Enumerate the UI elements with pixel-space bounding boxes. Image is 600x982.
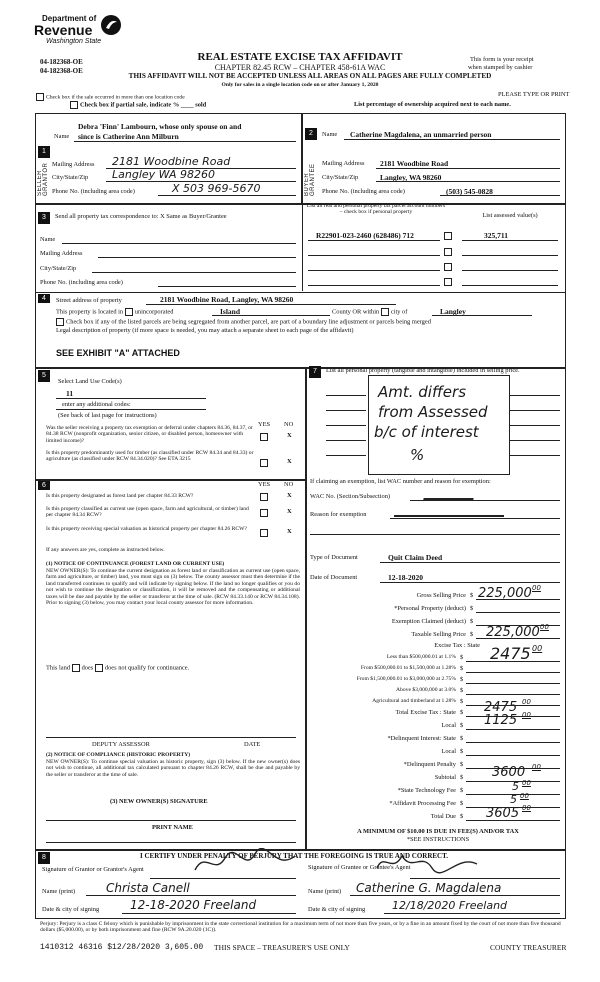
unincorporated-checkbox[interactable] [125, 308, 133, 316]
tech-dollar: $ [460, 787, 464, 794]
type-or-print: PLEASE TYPE OR PRINT [498, 91, 570, 98]
sec5-q1-no-mark[interactable]: X [287, 432, 292, 439]
sec6-q2-no-mark[interactable]: X [287, 508, 292, 515]
buyer-mail-label: Mailing Address [322, 160, 365, 167]
receipt-note-1: This form is your receipt [470, 56, 534, 63]
sec5-q1-yes[interactable] [260, 433, 268, 441]
dor-logo-icon [100, 14, 122, 36]
proc-cents[interactable]: 00 [520, 792, 529, 800]
tier2-dollar: $ [460, 665, 464, 672]
unincorporated-label: unincorporated [134, 308, 174, 316]
handwritten-note-line2: from Assessed [378, 403, 488, 421]
subtotal-dollar: $ [460, 774, 464, 781]
total-state-dollar: $ [460, 709, 464, 716]
wac-label: WAC No. (Section/Subsection) [310, 493, 391, 500]
grantor-signature-label: Signature of Grantor or Grantor's Agent [42, 866, 144, 873]
grantee-date-label: Date & city of signing [308, 906, 366, 913]
list-percentage-note: List percentage of ownership acquired next to each name. [354, 101, 511, 108]
see-back: (See back of last page for instructions) [58, 412, 157, 419]
sec6-q2-yes[interactable] [260, 509, 268, 517]
land-use-code[interactable]: 11 [66, 389, 74, 398]
personal-deduct-label: *Personal Property (deduct) [394, 605, 466, 612]
grantor-name-value[interactable]: Christa Canell [106, 881, 190, 895]
ag-dollar: $ [460, 698, 464, 705]
agency-line2: Revenue [34, 22, 93, 38]
total-cents[interactable]: 00 [522, 804, 531, 812]
exemption-dollar: $ [470, 618, 474, 625]
subtotal-label: Subtotal [434, 774, 456, 781]
seller-city-label: City/State/Zip [52, 174, 89, 181]
buyer-phone-label: Phone No. (including area code) [322, 188, 405, 195]
segregated-line [56, 318, 556, 326]
only-sales-note: Only for sales in a single location code on or after January 1, 2020 [221, 82, 379, 88]
personal-property-checkbox[interactable] [444, 232, 452, 240]
notice-1-heading: (1) NOTICE OF CONTINUANCE (FOREST LAND OR CURRENT USE) [46, 561, 225, 567]
perjury-text: Perjury: Perjury is a class C felony which is punishable by imprisonment in the state correctional institution for a maximum term of not more than five years, or by a fine in an amount fixed by the court of not more than five thousand dollars ($5,000.00), or by both imprisonment and fine (RCW 9A.20.020 (1C)). [40, 921, 561, 934]
taxable-value[interactable]: 225,000 [486, 625, 540, 640]
tier1-dollar: $ [460, 654, 464, 661]
proc-dollar: $ [460, 800, 464, 807]
section-2-number: 2 [305, 128, 317, 140]
personal-property-checkbox[interactable] [444, 248, 452, 256]
sec6-yes-header: YES [258, 481, 271, 488]
penalty-dollar: $ [460, 761, 464, 768]
tier1-cents[interactable]: 00 [532, 644, 543, 653]
county-label: County OR within [332, 308, 380, 316]
grantor-date-label: Date & city of signing [42, 906, 100, 913]
tier2-label: From $500,000.01 to $1,500,000 at 1.28% [360, 665, 456, 671]
location-line [56, 308, 173, 316]
city-value[interactable]: Langley [440, 307, 466, 316]
total-due-label: Total Due [430, 813, 456, 820]
sec5-q2-yes[interactable] [260, 459, 268, 467]
seller-mail-label: Mailing Address [52, 161, 95, 168]
located-label: This property is located in [56, 308, 124, 316]
section-8-number: 8 [38, 852, 50, 864]
form-number-1: 04-182368-OE [40, 58, 83, 66]
seller-city-value[interactable]: Langley WA 98260 [112, 168, 215, 181]
tech-fee-label: *State Technology Fee [397, 787, 456, 794]
gross-cents[interactable]: 00 [532, 584, 541, 592]
total-dollar: $ [460, 813, 464, 820]
tier1-value[interactable]: 2475 [490, 644, 531, 663]
grantee-signature-label: Signature of Grantee or Grantee's Agent [308, 864, 411, 871]
agency-line1: Department of [42, 14, 97, 23]
doc-type-label: Type of Document [310, 554, 358, 561]
gross-value[interactable]: 225,000 [478, 586, 532, 601]
sec6-q1-yes[interactable] [260, 493, 268, 501]
exemption-deduct-label: Exemption Claimed (deduct) [391, 618, 466, 625]
sec3-city-label: City/State/Zip [40, 265, 77, 272]
total-state-label: Total Excise Tax : State [395, 709, 456, 716]
handwritten-note-line1: Amt. differs [378, 383, 467, 401]
section-6-number: 6 [38, 481, 50, 490]
form-subtitle: CHAPTER 82.45 RCW – CHAPTER 458-61A WAC [214, 63, 386, 72]
sec6-q3-yes[interactable] [260, 529, 268, 537]
seller-phone-label: Phone No. (including area code) [52, 188, 135, 195]
subtotal-value[interactable]: 3600 [492, 765, 526, 780]
buyer-mail-value[interactable]: 2181 Woodbine Road [380, 159, 449, 168]
buyer-side-label: BUYER GRANTEE [304, 163, 316, 196]
sec3-mail-label: Mailing Address [40, 250, 83, 257]
sec3-name-label: Name [40, 236, 56, 243]
buyer-name-label: Name [322, 131, 338, 138]
continuance-line [46, 664, 189, 672]
personal-property-checkbox[interactable] [444, 278, 452, 286]
wac-scribble [423, 492, 474, 500]
select-land-use: Select Land Use Code(s) [58, 378, 122, 385]
city-checkbox[interactable] [381, 308, 389, 316]
checkbox[interactable] [36, 93, 44, 101]
doc-date-value[interactable]: 12-18-2020 [388, 573, 423, 582]
subtotal-cents[interactable]: 00 [532, 763, 541, 771]
check-partial-sale[interactable]: Check box if partial sale, indicate % ____ sold [70, 101, 206, 109]
notice-2-heading: (2) NOTICE OF COMPLIANCE (HISTORIC PROPERTY) [46, 752, 191, 758]
tier3-label: From $1,500,000.01 to $3,000,000 at 2.75% [356, 676, 456, 682]
form-warning: THIS AFFIDAVIT WILL NOT BE ACCEPTED UNLESS ALL AREAS ON ALL PAGES ARE FULLY COMPLETED [128, 72, 492, 80]
assessed-value[interactable]: 325,711 [484, 231, 508, 240]
section-3-number: 3 [38, 212, 50, 224]
sec5-question-2: Is this property predominantly used for timber (as classified under RCW 84.34 and 84.33) or agriculture (as classified under RCW 84.34.020)? See ETA 3215 [46, 450, 254, 463]
street-label: Street address of property [56, 297, 122, 304]
tier4-dollar: $ [460, 687, 464, 694]
same-as-grantee[interactable]: X Same as Buyer/Grantee [160, 213, 227, 220]
sec5-question-1: Was the seller receiving a property tax exemption or deferral under chapters 84.36, 84.37, or 84.38 RCW (nonprofit organization, senior citizen, or disabled person, homeowner with limited income)? [46, 425, 253, 444]
ag-label: Agricultural and timberland at 1.28% [372, 698, 456, 704]
parcel-number[interactable]: R22901-023-2460 (628486) 712 [316, 231, 414, 240]
checkbox[interactable] [70, 101, 78, 109]
grantee-name-value[interactable]: Catherine G. Magdalena [356, 881, 502, 895]
does-label: does [81, 664, 94, 672]
grantee-signature-icon [372, 848, 482, 878]
proc-fee-label: *Affidavit Processing Fee [389, 800, 456, 807]
total-state-value[interactable]: 2475 [484, 700, 518, 715]
sec6-question-1: Is this property designated as forest land per chapter 84.33 RCW? [46, 493, 194, 499]
send-correspondence-label [55, 213, 227, 220]
delinq-state-label: *Delinquent Interest: State [387, 735, 456, 742]
legal-description-label: Legal description of property (if more space is needed, you may attach a separate sheet to each page of the affidavit) [56, 327, 354, 334]
doc-type-value[interactable]: Quit Claim Deed [388, 553, 443, 562]
total-value[interactable]: 3605 [486, 806, 520, 821]
does-not-checkbox[interactable] [95, 664, 103, 672]
notice-2-text: NEW OWNER(S): To continue special valuation as historic property, sign (3) below. If the new owner(s) does not wish to continue, all additional tax calculated pursuant to chapter 84.26 RCW, shall be due and payable by the seller or transferor at the time of sale. [46, 759, 300, 778]
sec5-q2-no-mark[interactable]: X [287, 458, 292, 465]
local-cents[interactable]: 00 [522, 711, 531, 719]
if-yes-note: If any answers are yes, complete as instructed below. [46, 547, 165, 553]
perjury-note [40, 921, 564, 934]
section-1-number: 1 [38, 146, 50, 158]
sec5-yes-header: YES [258, 421, 271, 428]
reason-label: Reason for exemption [310, 511, 367, 518]
new-owner-signature-label: (3) NEW OWNER(S) SIGNATURE [110, 798, 208, 805]
treasurer-use-label: THIS SPACE – TREASURER'S USE ONLY [214, 943, 350, 952]
grantor-date-value[interactable]: 12-18-2020 Freeland [130, 898, 257, 912]
segregated-label: Check box if any of the listed parcels are being segregated from another parcel, are part of a boundary line adjustment or parcels being merged [66, 318, 431, 326]
tech-cents[interactable]: 00 [522, 779, 531, 787]
buyer-phone-value[interactable]: (503) 545-0828 [446, 187, 493, 196]
personal-dollar: $ [470, 605, 474, 612]
tier1-label: Less than $500,000.01 at 1.1% [386, 654, 456, 660]
delinq-local-dollar: $ [460, 748, 464, 755]
form-title: REAL ESTATE EXCISE TAX AFFIDAVIT [197, 51, 403, 63]
grantor-signature-icon [190, 848, 300, 878]
penalty-label: *Delinquent Penalty [403, 761, 456, 768]
sec6-q3-no-mark[interactable]: X [287, 528, 292, 535]
agency-logo [34, 14, 122, 54]
sec6-q1-no-mark[interactable]: X [287, 492, 292, 499]
personal-property-checkbox[interactable] [444, 263, 452, 271]
see-instructions-note: *SEE INSTRUCTIONS [406, 836, 470, 843]
assessed-header: List assessed value(s) [482, 212, 538, 219]
county-treasurer-label: COUNTY TREASURER [490, 943, 567, 952]
print-name-label: PRINT NAME [152, 824, 193, 831]
this-land-label: This land [46, 664, 70, 672]
seller-side-label: SELLER GRANTOR [37, 162, 49, 196]
recording-stamp: 1410312 46316 $12/28/2020 3,605.00 [40, 943, 204, 952]
notice-1-text: NEW OWNER(S): To continue the current designation as forest land or classification as current use (open space, farm and agriculture, or timber) land, you must sign on (3) below. The county assessor must then determine if the land transferred continues to qualify and will indicate by signing below. If the land no longer qualifies or you do not wish to continue the designation or classification, it will be removed and the compensating or additional taxes will be due and payable by the seller or transferor at the time of sale. (RCW 84.33.140 or RCW 84.34.108). Prior to signing (3) below, you may contact your local county assessor for more information. [46, 568, 300, 607]
grantor-name-label: Name (print) [42, 888, 76, 895]
segregated-checkbox[interactable] [56, 318, 64, 326]
local-value[interactable]: 1125 [484, 713, 518, 728]
buyer-city-value[interactable]: Langley, WA 98260 [380, 173, 442, 182]
delinq-local-label: Local [441, 748, 456, 755]
does-checkbox[interactable] [72, 664, 80, 672]
check-more-location[interactable] [36, 93, 185, 101]
grantee-date-value[interactable]: 12/18/2020 Freeland [392, 899, 508, 912]
total-state-cents[interactable]: 00 [522, 698, 531, 706]
reason-scribble [394, 509, 504, 517]
sec6-no-header: NO [284, 481, 294, 488]
street-value[interactable]: 2181 Woodbine Road, Langley, WA 98260 [160, 295, 294, 304]
sec5-no-header: NO [284, 421, 294, 428]
tier3-dollar: $ [460, 676, 464, 683]
sec6-question-3: Is this property receiving special valuation as historical property per chapter 84.26 RCW? [46, 526, 247, 532]
proc-value[interactable]: 5 [510, 793, 517, 806]
agency-line3: Washington State [46, 38, 102, 45]
sec6-question-2: Is this property classified as current use (open space, farm and agricultural, or timber) land per chapter 84.34 RCW? [46, 506, 249, 519]
county-value[interactable]: Island [220, 307, 241, 316]
section-5-number: 5 [38, 370, 50, 382]
handwritten-note-line4: % [410, 446, 425, 464]
deputy-assessor-label: DEPUTY ASSESSOR [92, 741, 150, 748]
list-personal-property: List all personal property (tangible and intangible) included in selling price. [326, 367, 520, 374]
buyer-city-label: City/State/Zip [322, 174, 359, 181]
tier4-label: Above $3,000,000 at 3.0% [396, 687, 456, 693]
section-7-number: 7 [309, 366, 321, 378]
taxable-dollar: $ [470, 631, 474, 638]
form-number-2: 04-182368-OE [40, 67, 83, 75]
seller-name-label: Name [54, 133, 70, 140]
section-4-number: 4 [38, 294, 50, 303]
additional-codes-label: enter any additional codes: [62, 401, 131, 408]
handwritten-note-line3: b/c of interest [374, 423, 479, 441]
receipt-note-2: when stamped by cashier [468, 64, 533, 71]
send-label: Send all property tax correspondence to: [55, 213, 159, 220]
city-of-label: city of [390, 308, 408, 316]
seller-phone-value[interactable]: X 503 969-5670 [172, 182, 261, 195]
excise-state-label: Excise Tax : State [434, 642, 480, 649]
gross-selling-label: Gross Selling Price [416, 592, 466, 599]
county-within-line [332, 308, 407, 316]
certify-statement: I CERTIFY UNDER PENALTY OF PERJURY THAT THE FOREGOING IS TRUE AND CORRECT. [140, 852, 449, 860]
exemption-claim-label: If claiming an exemption, list WAC number and reason for exemption: [310, 478, 491, 485]
see-exhibit: SEE EXHIBIT "A" ATTACHED [56, 348, 180, 358]
local-dollar: $ [460, 722, 464, 729]
tech-value[interactable]: 5 [512, 780, 519, 793]
local-label: Local [441, 722, 456, 729]
sec3-phone-label: Phone No. (including area code) [40, 279, 123, 286]
minimum-due-note: A MINIMUM OF $10.00 IS DUE IN FEE(S) AND/OR TAX [357, 828, 519, 835]
does-not-label: does not qualify for continuance. [104, 664, 190, 672]
doc-date-label: Date of Document [310, 574, 358, 581]
parcel-header: List all real and personal property tax parcel account numbers – check box if personal property [306, 203, 446, 216]
check-more-label: Check box if the sale occurred in more than one location code [46, 94, 185, 101]
grantee-name-label: Name (print) [308, 888, 342, 895]
delinq-state-dollar: $ [460, 735, 464, 742]
deputy-date-label: DATE [244, 741, 261, 748]
buyer-name-value[interactable]: Catherine Magdalena, an unmarried person [350, 130, 492, 139]
seller-name-line2[interactable]: since is Catherine Ann Milburn [78, 132, 179, 141]
taxable-cents[interactable]: 00 [540, 623, 549, 631]
seller-name-line1[interactable]: Debra 'Finn' Lambourn, whose only spouse on and [78, 122, 242, 131]
check-partial-label: Check box if partial sale, indicate % [80, 101, 180, 109]
sold-label: sold [195, 101, 207, 109]
taxable-selling-label: Taxable Selling Price [411, 631, 466, 638]
seller-mail-value[interactable]: 2181 Woodbine Road [112, 155, 231, 168]
gross-dollar: $ [470, 592, 474, 599]
